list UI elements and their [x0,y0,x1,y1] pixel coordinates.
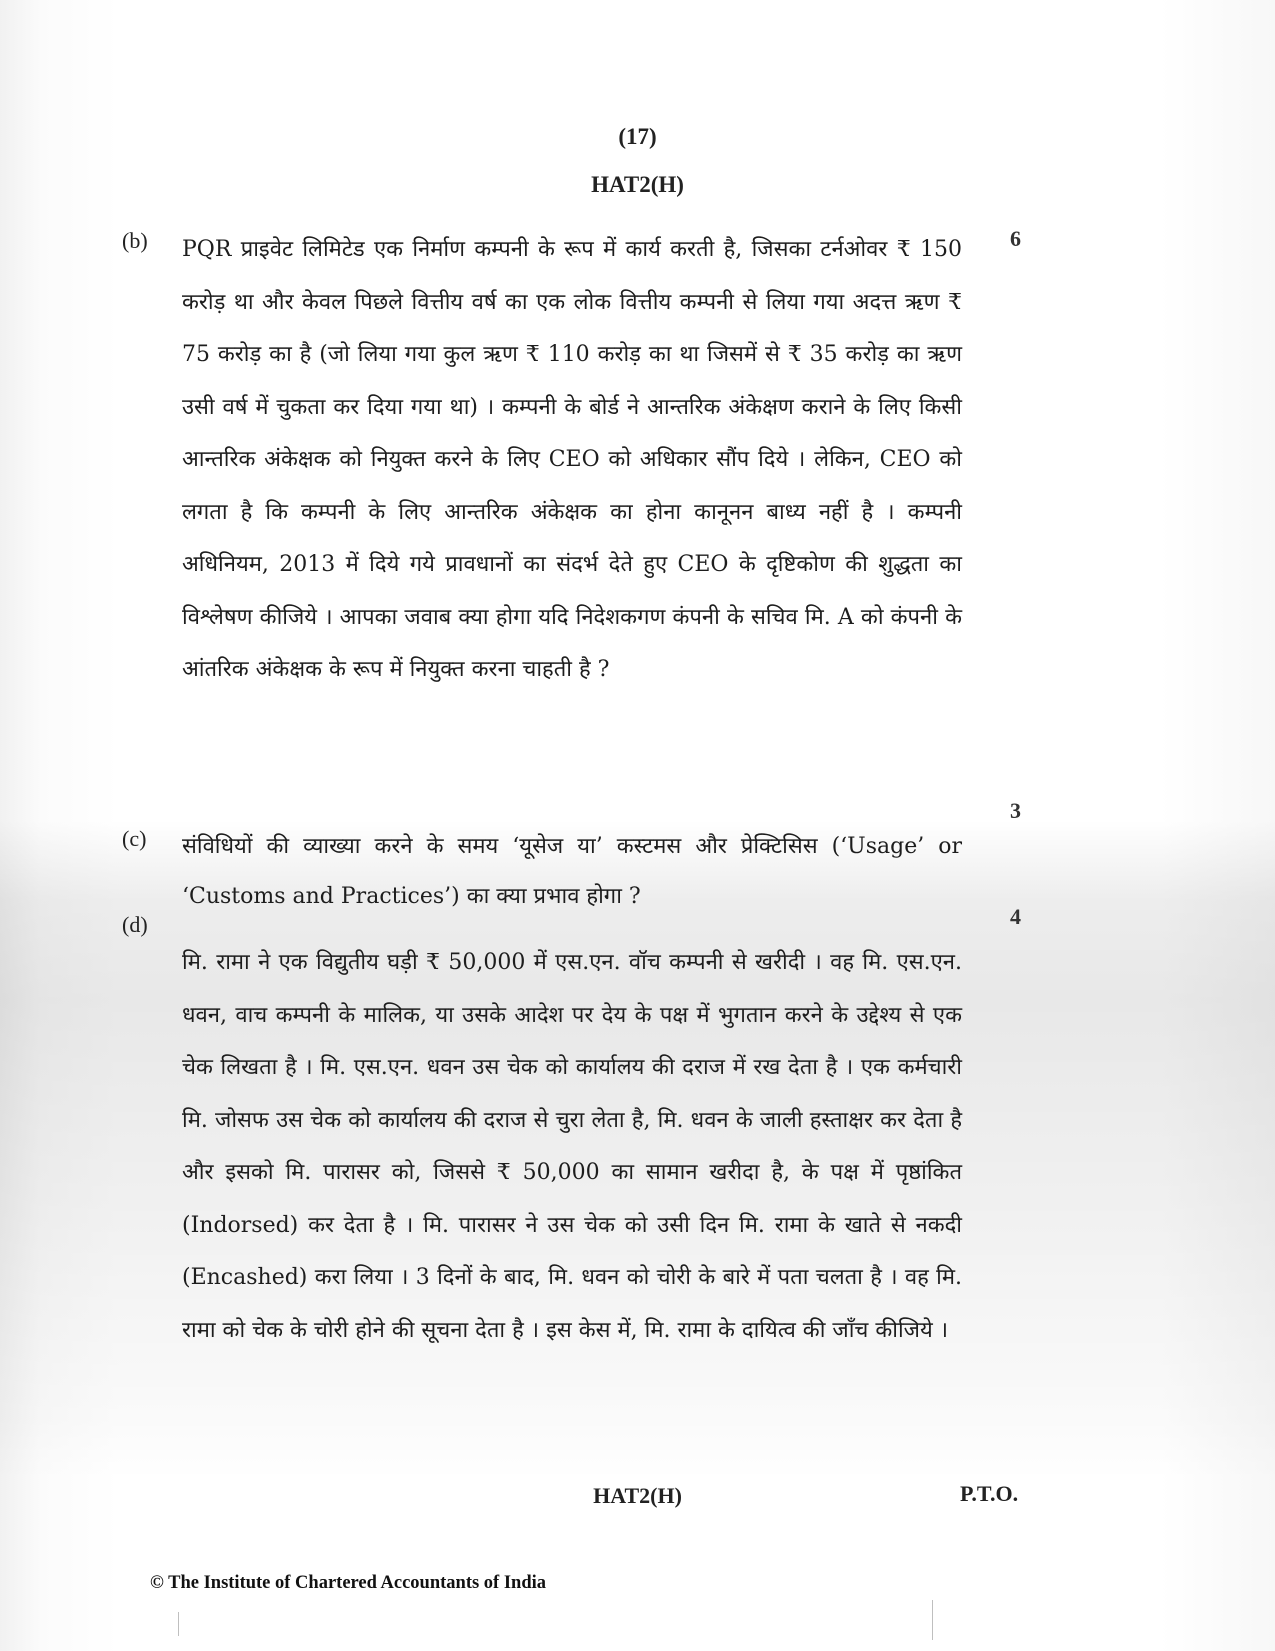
scan-artifact [932,1600,933,1640]
pto-label: P.T.O. [960,1481,1019,1506]
question-b-label: (b) [122,228,148,253]
scan-artifact [178,1612,179,1636]
paper-code-header: HAT2(H) [591,172,684,197]
page-number: (17) [618,124,657,149]
question-d-marks: 4 [1010,904,1021,929]
question-d-label: (d) [122,912,148,937]
copyright-notice: © The Institute of Chartered Accountants of India [150,1573,547,1593]
paper-code-footer: HAT2(H) [593,1483,682,1508]
question-d-text: मि. रामा ने एक विद्युतीय घड़ी ₹ 50,000 में एस.एन. वॉच कम्पनी से खरीदी । वह मि. एस.एन. धवन, वाच कम्पनी के मालिक, या उसके आदेश पर देय के पक्ष में भुगतान करने के उद्देश्य से एक चेक लिखता है । मि. एस.एन. धवन उस चेक को कार्यालय की दराज में रख देता है । एक कर्मचारी मि. जोसफ उस चेक को कार्यालय की दराज से चुरा लेता है, मि. धवन के जाली हस्ताक्षर कर देता है और इसको मि. पारासर को, जिससे ₹ 50,000 का सामान खरीदा है, के पक्ष में पृष्ठांकित (Indorsed) कर देता है । मि. पारासर ने उस चेक को उसी दिन मि. रामा के खाते से नकदी (Encashed) करा लिया । 3 दिनों के बाद, मि. धवन को चोरी के बारे में पता चलता है । वह मि. रामा को चेक के चोरी होने की सूचना देता है । इस केस में, मि. रामा के दायित्व की जाँच कीजिये । [182,950,962,1343]
question-b-marks: 6 [1010,226,1021,251]
question-b-text: PQR प्राइवेट लिमिटेड एक निर्माण कम्पनी के रूप में कार्य करती है, जिसका टर्नओवर ₹ 150 करोड़ था और केवल पिछले वित्तीय वर्ष का एक लोक वित्तीय कम्पनी से लिया गया अदत्त ऋण ₹ 75 करोड़ का है (जो लिया गया कुल ऋण ₹ 110 करोड़ का था जिसमें से ₹ 35 करोड़ का ऋण उसी वर्ष में चुकता कर दिया गया था) । कम्पनी के बोर्ड ने आन्तरिक अंकेक्षण कराने के लिए किसी आन्तरिक अंकेक्षक को नियुक्त करने के लिए CEO को अधिकार सौंप दिये । लेकिन, CEO को लगता है कि कम्पनी के लिए आन्तरिक अंकेक्षक का होना कानूनन बाध्य नहीं है । कम्पनी अधिनियम, 2013 में दिये गये प्रावधानों का संदर्भ देते हुए CEO के दृष्टिकोण की शुद्धता का विश्लेषण कीजिये । आपका जवाब क्या होगा यदि निदेशकगण कंपनी के सचिव मि. A को कंपनी के आंतरिक अंकेक्षक के रूप में नियुक्त करना चाहती है ? [182,237,962,682]
question-c-marks: 3 [1010,798,1021,823]
question-c-label: (c) [122,826,147,851]
question-c-text: संविधियों की व्याख्या करने के समय ‘यूसेज या’ कस्टमस और प्रेक्टिसिस (‘Usage’ or ‘Customs and Practices’) का क्या प्रभाव होगा ? [182,834,962,909]
